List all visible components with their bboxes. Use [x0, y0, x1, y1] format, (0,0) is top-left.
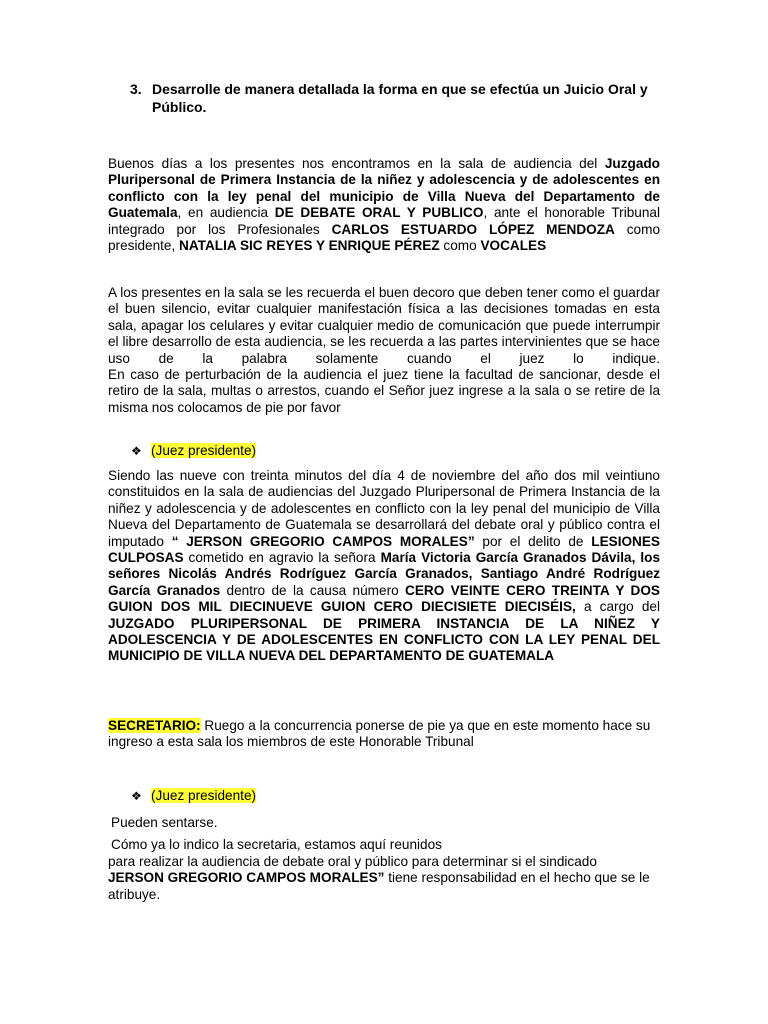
text-run: , en audiencia	[177, 205, 275, 221]
speaker-label: (Juez presidente)	[151, 788, 257, 803]
text-run: Siendo las nueve con treinta minutos del día 4 de noviembre del año dos mil veintiuno constituidos en la sala de audiencias del Juzgado Pluripersonal de Primera Instancia de la niñez y adolescencia y de adolescentes en conflicto con la ley penal del municipio de Villa Nueva del Departamento de Guatemala se desarrollará del debate oral y público contra el imputado	[108, 468, 660, 549]
decorum-text: A los presentes en la sala se les recuerda el buen decoro que deben tener como el guardar el buen silencio, evitar cualquier manifestación física a las decisiones tomadas en esta sala, apagar los celulares y evitar cualquier medio de comunicación que puede interrumpir el libre desarrollo de esta audiencia, se les recuerda a las partes intervinientes que se hace uso de la palabra solamente cuando el juez lo indique.	[108, 285, 660, 366]
question-text: Desarrolle de manera detallada la forma en que se efectúa un Juicio Oral y Público.	[152, 81, 648, 115]
paragraph-opening	[108, 156, 660, 254]
text-run: Buenos días a los presentes nos encontramos en la sala de audiencia del	[108, 156, 605, 171]
paragraph-judge-closing	[108, 815, 663, 903]
text-run: como presidente,	[108, 221, 661, 254]
court-name: Juzgado Pluripersonal de Primera Instancia de la niñez y adolescencia y de adolescentes en conflicto con la ley penal del municipio de Villa Nueva del Departamento de Guatemala	[108, 156, 660, 221]
vocales-names: NATALIA SIC REYES Y ENRIQUE PÉREZ	[179, 238, 440, 254]
text-run: por el delito de	[474, 533, 592, 549]
question-heading	[130, 80, 690, 116]
speaker-bullet-1	[131, 443, 256, 459]
disturbance-text: En caso de perturbación de la audiencia el juez tiene la facultad de sancionar, desde el retiro de la sala, multas o arrestos, cuando el Señor juez ingrese a la sala o se retire de la misma nos colocamos de pie por favor	[108, 367, 660, 415]
text-run: como	[439, 238, 481, 254]
speaker-bullet-2	[131, 788, 256, 804]
defendant-name: “ JERSON GREGORIO CAMPOS MORALES”	[171, 533, 475, 549]
speaker-label: (Juez presidente)	[151, 443, 257, 458]
text-run: a cargo del	[575, 599, 660, 615]
paragraph-secretary	[108, 718, 660, 751]
text-run: , ante el honorable Tribunal integrado por los Profesionales	[108, 205, 660, 237]
judge-line-1: Pueden sentarse.	[111, 815, 218, 830]
text-run: dentro de la causa número	[220, 582, 406, 598]
question-number: 3.	[130, 81, 142, 97]
paragraph-decorum	[108, 285, 660, 416]
case-number: CERO VEINTE CERO TREINTA Y DOS GUION DOS MIL DIECINUEVE GUION CERO DIECISIETE DIECISÉIS,	[108, 582, 660, 615]
judge-line-3: para realizar la audiencia de debate oral y público para determinar si el sindicado	[108, 853, 597, 869]
vocales-label: VOCALES	[480, 238, 547, 254]
victims-names: María Victoria García Granados Dávila, los señores Nicolás Andrés Rodríguez García Granados, Santiago André Rodríguez García Granados	[108, 550, 660, 598]
secretary-text: Ruego a la concurrencia ponerse de pie ya que en este momento hace su ingreso a esta sala los miembros de este Honorable Tribunal	[108, 718, 651, 750]
paragraph-judge-opening	[108, 468, 660, 665]
secretary-label: SECRETARIO:	[108, 718, 201, 733]
diamond-bullet-icon: ❖	[131, 444, 142, 458]
court-name-upper: JUZGADO PLURIPERSONAL DE PRIMERA INSTANCIA DE LA NIÑEZ Y ADOLESCENCIA Y DE ADOLESCENTES EN CONFLICTO CON LA LEY PENAL DEL MUNICIPIO DE VILLA NUEVA DEL DEPARTAMENTO DE GUATEMALA	[108, 615, 660, 664]
crime-name: LESIONES CULPOSAS	[108, 533, 661, 566]
hearing-type: DE DEBATE ORAL Y PUBLICO	[274, 205, 484, 221]
diamond-bullet-icon: ❖	[131, 789, 142, 803]
judge-line-2: Cómo ya lo indico la secretaria, estamos aquí reunidos	[111, 837, 442, 853]
text-run: cometido en agravio la señora	[183, 550, 381, 566]
text-run: tiene responsabilidad en el hecho que se le atribuye.	[108, 870, 650, 902]
defendant-name: JERSON GREGORIO CAMPOS MORALES”	[108, 870, 385, 886]
president-name: CARLOS ESTUARDO LÓPEZ MENDOZA	[331, 221, 615, 237]
